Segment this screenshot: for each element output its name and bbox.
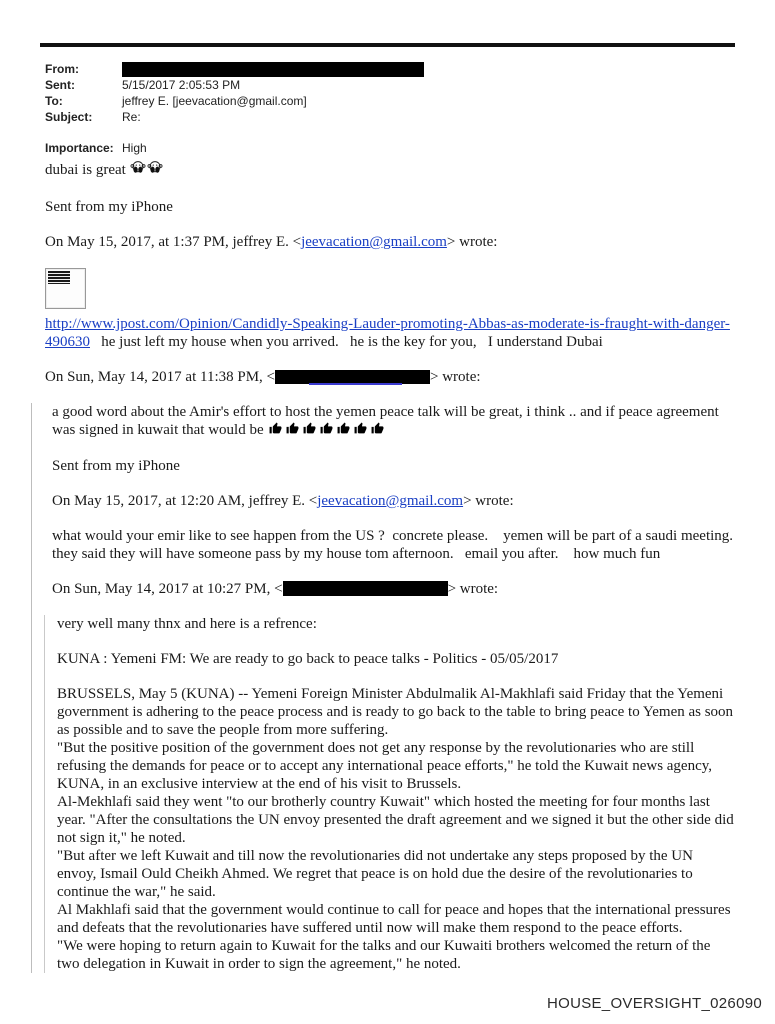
sent-row: [45, 77, 424, 93]
sent-label: Sent:: [45, 78, 75, 92]
thumbs-up-emoji: [371, 422, 384, 440]
header-divider-rule: [40, 43, 735, 47]
greeting-line: [45, 160, 735, 181]
thumbs-up-emoji: [269, 422, 282, 440]
quote3-attribution-prefix: On May 15, 2017, at 12:20 AM, jeffrey E. <: [52, 493, 318, 509]
article-title: KUNA : Yemeni FM: We are ready to go back to peace talks - Politics - 05/05/2017: [57, 651, 559, 667]
importance-value: High: [122, 141, 147, 155]
from-label: From:: [45, 62, 79, 76]
article-paragraph: "But the positive position of the government does not get any response by the revolutionaries who are still refusing the demands for peace or to accept any international peace efforts," he told the Kuwait news agency, KUNA, in an exclusive interview at the end of his visit to Brussels.: [57, 740, 716, 792]
quote3-body: what would your emir like to see happen from the US ? concrete please. yemen will be part of a saudi meeting. they said they will have someone pass by my house tom afternoon. email you after. how much fun: [52, 528, 745, 562]
redacted-link-underline: [309, 383, 402, 385]
from-redaction-bar: [122, 62, 424, 77]
thumbs-up-emoji: [303, 422, 316, 440]
quote2-body: [52, 403, 735, 440]
quote2-body-text: a good word about the Amir's effort to host the yemen peace talk will be great, i think .. and if peace agreement was signed in kuwait that would be: [52, 404, 723, 438]
article-paragraph: BRUSSELS, May 5 (KUNA) -- Yemeni Foreign Minister Abdulmalik Al-Makhlafi said Friday that the Yemeni government is adhering to the peace process and is ready to go back to the table to bring peace to Yemen as soon as possible and to save the people from more suffering.: [57, 686, 737, 738]
bates-number: HOUSE_OVERSIGHT_026090: [546, 995, 762, 1012]
quote4-intro: very well many thnx and here is a refrence:: [57, 616, 317, 632]
to-row: [45, 93, 424, 109]
quote4-attribution-suffix: > wrote:: [447, 581, 499, 597]
see-no-evil-monkey-emoji: [130, 160, 146, 181]
quote1-attribution-prefix: On May 15, 2017, at 1:37 PM, jeffrey E. <: [45, 234, 302, 250]
signature-line: Sent from my iPhone: [45, 199, 173, 215]
article-paragraph: Al Makhlafi said that the government would continue to call for peace and hopes that the international pressures and defeats that the revolutionaries have suffered until now will make them respond to the peace efforts.: [57, 902, 735, 936]
article-paragraph: "We were hoping to return again to Kuwait for the talks and our Kuwaiti brothers welcomed the return of the two delegation in Kuwait in order to sign the agreement," he noted.: [57, 938, 715, 972]
thumbs-up-emoji: [354, 422, 367, 440]
quote4-attribution: [52, 580, 735, 598]
subject-row: [45, 109, 424, 125]
to-label: To:: [45, 94, 63, 108]
jpost-link-paragraph: [45, 315, 735, 351]
see-no-evil-monkey-emoji: [147, 160, 163, 181]
quote1-attribution-suffix: > wrote:: [446, 234, 498, 250]
greeting-emoji-group: [130, 162, 164, 178]
email-body: [0, 160, 775, 973]
to-value: jeffrey E. [jeevacation@gmail.com]: [122, 94, 307, 108]
signature-line: Sent from my iPhone: [52, 458, 180, 474]
subject-label: Subject:: [45, 110, 93, 124]
importance-label: Importance:: [45, 141, 114, 155]
jpost-article-link[interactable]: http://www.jpost.com/Opinion/Candidly-Speaking-Lauder-promoting-Abbas-as-moderate-is-fraught-with-danger-490630: [45, 316, 730, 350]
broken-image-icon: [48, 271, 70, 284]
article-paragraph: Al-Mekhlafi said they went "to our brotherly country Kuwait" which hosted the meeting for four months last year. "After the consultations the UN envoy presented the draft agreement and we signed it but the other side did not sign it," he noted.: [57, 794, 738, 846]
email-header-block: [45, 61, 424, 156]
article-paragraph: "But after we left Kuwait and till now the revolutionaries did not undertake any steps proposed by the UN envoy, Ismail Ould Cheikh Ahmed. We regret that peace is on hold due the desire of the revolutionaries to continue the war," he said.: [57, 848, 697, 900]
quote4-attribution-prefix: On Sun, May 14, 2017 at 10:27 PM, <: [52, 581, 283, 597]
from-row: [45, 61, 424, 77]
thumbs-up-emoji: [286, 422, 299, 440]
sent-value: 5/15/2017 2:05:53 PM: [122, 78, 241, 92]
quoted-message-outer: [31, 403, 745, 973]
sender-email-link[interactable]: jeevacation@gmail.com: [301, 234, 447, 250]
thumbs-up-emoji: [320, 422, 333, 440]
quote2-attribution-prefix: On Sun, May 14, 2017 at 11:38 PM, <: [45, 369, 275, 385]
quote2-attribution-suffix: > wrote:: [430, 369, 481, 385]
thumbs-up-group: [267, 422, 386, 438]
sender-email-link[interactable]: jeevacation@gmail.com: [317, 493, 464, 509]
quoted-message-inner: [44, 615, 738, 973]
jpost-after-text: he just left my house when you arrived. he is the key for you, I understand Dubai: [90, 334, 603, 350]
email-redaction-bar: [275, 370, 430, 384]
quote3-attribution: [52, 492, 735, 510]
greeting-text: dubai is great: [45, 162, 130, 178]
email-redaction-bar: [283, 581, 448, 596]
subject-value: Re:: [122, 110, 141, 124]
article-body: [57, 685, 738, 973]
thumbs-up-emoji: [337, 422, 350, 440]
quote2-attribution: [45, 368, 735, 386]
quote1-attribution: [45, 233, 735, 251]
quote3-attribution-suffix: > wrote:: [463, 493, 514, 509]
importance-row: [45, 140, 424, 156]
broken-image-placeholder: [45, 268, 86, 309]
